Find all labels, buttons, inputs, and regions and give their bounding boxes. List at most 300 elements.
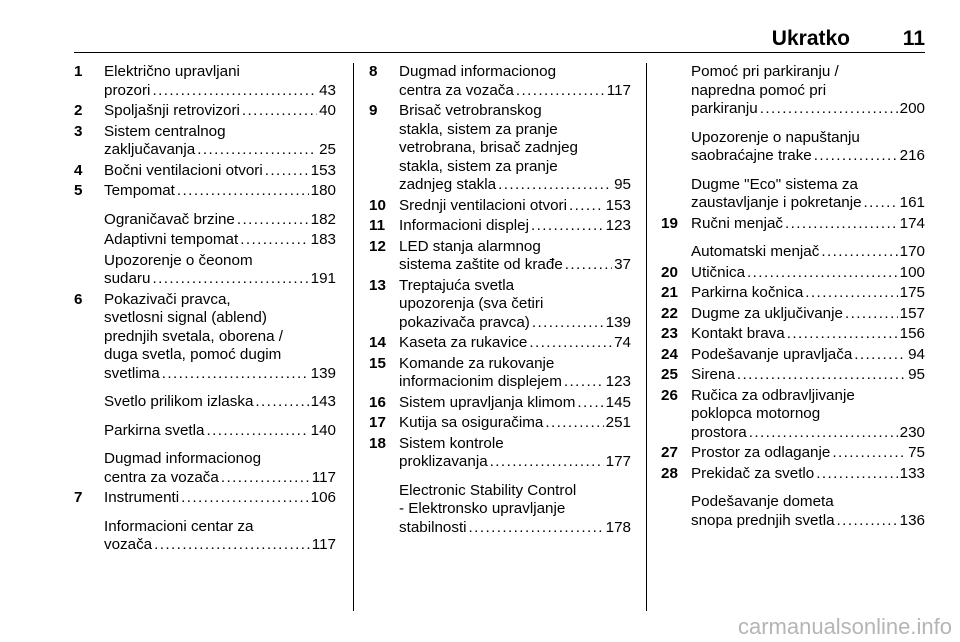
item-final-line <box>691 444 925 463</box>
page-reference: 100 <box>899 263 925 281</box>
dot-leader <box>545 414 603 433</box>
index-entry <box>369 394 631 413</box>
item-number <box>74 422 104 441</box>
page-reference: 180 <box>310 182 336 199</box>
dot-leader <box>197 141 317 160</box>
item-label: zaključavanja <box>104 141 196 158</box>
item-final-line <box>104 182 336 201</box>
item-label: Sirena <box>691 366 735 383</box>
item-number <box>661 129 691 166</box>
item-text <box>691 465 925 484</box>
item-number <box>661 243 691 262</box>
index-entry <box>661 346 925 365</box>
item-final-line <box>399 176 631 195</box>
item-label-line: poklopca motornog <box>691 405 821 422</box>
item-label: Informacioni displej <box>399 217 529 234</box>
item-number <box>369 482 399 538</box>
page-reference: 140 <box>310 421 336 439</box>
item-label-line: Ručica za odbravljivanje <box>691 386 855 404</box>
item-number: 14 <box>369 334 386 351</box>
index-entry <box>369 355 631 392</box>
page-reference: 123 <box>605 373 631 390</box>
item-label-line: prednjih svetala, oborena / <box>104 327 283 345</box>
page-number: 11 <box>902 27 925 50</box>
index-entry <box>74 162 336 181</box>
item-final-line <box>691 215 925 234</box>
dot-leader <box>221 469 310 488</box>
index-entry <box>661 387 925 443</box>
item-final-line <box>399 256 631 275</box>
item-number: 17 <box>369 414 386 431</box>
item-final-line <box>399 334 631 353</box>
item-label-line: vetrobrana, brisač zadnjeg <box>399 139 578 156</box>
item-label: Parkirna kočnica <box>691 284 804 301</box>
item-label: Sistem upravljanja klimom <box>399 393 576 411</box>
page-reference: 37 <box>614 256 631 273</box>
dot-leader <box>240 231 308 250</box>
item-label: Podešavanje upravljača <box>691 345 853 363</box>
index-entry <box>74 450 336 487</box>
page-reference: 153 <box>605 196 631 214</box>
index-entry <box>661 264 925 283</box>
dot-leader <box>837 512 898 531</box>
item-label: informacionim displejem <box>399 373 562 390</box>
dot-leader <box>565 256 612 275</box>
item-final-line <box>691 194 925 213</box>
dot-leader <box>162 365 309 384</box>
index-entry <box>369 334 631 353</box>
item-final-line <box>399 373 631 392</box>
index-entry <box>661 129 925 166</box>
item-number: 7 <box>74 489 83 506</box>
item-label: Automatski menjač <box>691 243 820 260</box>
page-reference: 40 <box>319 102 336 119</box>
page-reference: 200 <box>899 100 925 117</box>
item-text <box>104 182 336 201</box>
item-text <box>691 284 925 303</box>
page-reference: 161 <box>899 194 925 211</box>
page-reference: 43 <box>319 81 336 99</box>
index-entry <box>74 63 336 100</box>
index-entry <box>661 63 925 119</box>
page-reference: 170 <box>899 243 925 260</box>
item-text <box>691 129 925 166</box>
dot-leader <box>749 424 898 443</box>
dot-leader <box>832 444 906 463</box>
item-final-line <box>104 141 336 160</box>
item-number <box>74 231 104 250</box>
page-reference: 251 <box>605 414 631 431</box>
item-final-line <box>691 325 925 344</box>
item-text <box>691 63 925 119</box>
watermark: carmanualsonline.info <box>737 614 952 639</box>
dot-leader <box>206 422 308 441</box>
item-label-line: upozorenja (sva četiri <box>399 295 544 312</box>
dot-leader <box>177 182 309 201</box>
index-entry <box>661 366 925 385</box>
item-label: stabilnosti <box>399 518 467 536</box>
item-text <box>104 231 336 250</box>
index-entry <box>369 238 631 275</box>
item-text <box>104 291 336 384</box>
index-entry <box>74 489 336 508</box>
item-final-line <box>104 270 336 289</box>
index-entry <box>661 444 925 463</box>
item-label: Dugme za uključivanje <box>691 304 843 322</box>
item-label-line: - Elektronsko upravljanje <box>399 500 566 517</box>
page-reference: 95 <box>614 176 631 193</box>
dot-leader <box>490 453 604 472</box>
item-final-line <box>399 197 631 216</box>
item-text <box>691 493 925 530</box>
item-label-line: Dugmad informacionog <box>399 63 557 80</box>
dot-leader <box>747 264 898 283</box>
dot-leader <box>255 393 308 412</box>
page-reference: 143 <box>310 393 336 410</box>
item-number: 4 <box>74 161 83 179</box>
dot-leader <box>577 394 603 413</box>
item-text <box>691 325 925 344</box>
item-label: pokazivača pravca) <box>399 313 530 331</box>
item-number: 11 <box>369 217 386 234</box>
item-number: 16 <box>369 393 386 411</box>
column-divider-2 <box>646 63 647 611</box>
item-number: 21 <box>661 284 678 301</box>
page-title: Ukratko <box>771 27 850 50</box>
item-final-line <box>691 366 925 385</box>
item-label-line: Pokazivači pravca, <box>104 290 231 308</box>
item-label: svetlima <box>104 364 160 382</box>
item-label: Kaseta za rukavice <box>399 334 528 351</box>
item-final-line <box>691 243 925 262</box>
item-label-line: Električno upravljani <box>104 63 240 80</box>
page-reference: 157 <box>899 304 925 322</box>
item-number <box>74 450 104 487</box>
page-reference: 191 <box>310 270 336 287</box>
index-entry <box>74 422 336 441</box>
item-number: 8 <box>369 63 378 80</box>
index-entry <box>74 231 336 250</box>
page-reference: 174 <box>899 214 925 232</box>
item-final-line <box>104 469 336 488</box>
dot-leader <box>529 334 612 353</box>
item-final-line <box>399 519 631 538</box>
index-entry <box>661 325 925 344</box>
item-label: Ograničavač brzine <box>104 210 235 228</box>
item-label-line: duga svetla, pomoć dugim <box>104 346 282 363</box>
item-text <box>399 355 631 392</box>
item-label-line: Komande za rukovanje <box>399 354 555 372</box>
item-text <box>399 238 631 275</box>
item-text <box>104 123 336 160</box>
item-text <box>691 215 925 234</box>
item-label-line: stakla, sistem za pranje <box>399 120 558 138</box>
item-label-line: Upozorenje o čeonom <box>104 251 253 269</box>
item-label: zaustavljanje i pokretanje <box>691 194 862 211</box>
item-text <box>104 422 336 441</box>
index-entry <box>661 284 925 303</box>
item-number: 20 <box>661 263 678 281</box>
item-text <box>691 387 925 443</box>
item-final-line <box>399 453 631 472</box>
item-label: Srednji ventilacioni otvori <box>399 196 567 214</box>
item-final-line <box>691 147 925 166</box>
item-label: prozori <box>104 81 151 99</box>
item-final-line <box>104 536 336 555</box>
dot-leader <box>814 147 898 166</box>
dot-leader <box>237 211 309 230</box>
index-column-2 <box>369 63 631 539</box>
item-final-line <box>104 393 336 412</box>
item-final-line <box>104 162 336 181</box>
item-final-line <box>399 82 631 101</box>
page-reference: 117 <box>311 468 336 486</box>
item-label: Spoljašnji retrovizori <box>104 102 240 119</box>
dot-leader <box>569 197 604 216</box>
index-entry <box>661 176 925 213</box>
item-label-line: Dugmad informacionog <box>104 450 262 467</box>
page-reference: 75 <box>908 444 925 461</box>
index-entry <box>369 217 631 236</box>
dot-leader <box>154 536 310 555</box>
page-reference: 177 <box>605 453 631 470</box>
header-divider <box>74 52 925 53</box>
index-entry <box>661 465 925 484</box>
item-number: 25 <box>661 366 678 383</box>
item-text <box>399 414 631 433</box>
item-text <box>399 217 631 236</box>
item-label: Ručni menjač <box>691 214 784 232</box>
item-text <box>104 102 336 121</box>
item-final-line <box>104 489 336 508</box>
dot-leader <box>531 217 604 236</box>
item-final-line <box>691 100 925 119</box>
item-number <box>661 493 691 530</box>
item-label-line: napredna pomoć pri <box>691 81 827 99</box>
item-text <box>104 518 336 555</box>
page-reference: 156 <box>899 325 925 342</box>
item-text <box>691 176 925 213</box>
item-number: 13 <box>369 276 386 294</box>
item-label: vozača <box>104 536 153 553</box>
dot-leader <box>152 270 308 289</box>
dot-leader <box>816 465 897 484</box>
item-text <box>104 393 336 412</box>
item-label: proklizavanja <box>399 453 488 470</box>
item-number <box>661 176 691 213</box>
item-label: saobraćajne trake <box>691 147 812 164</box>
page-reference: 139 <box>605 313 631 331</box>
index-entry <box>369 277 631 333</box>
item-final-line <box>691 346 925 365</box>
item-final-line <box>104 422 336 441</box>
item-label-line: Pomoć pri parkiranju / <box>691 63 839 80</box>
index-entry <box>369 435 631 472</box>
item-text <box>104 252 336 289</box>
dot-leader <box>760 100 898 119</box>
item-label: snopa prednjih svetla <box>691 511 835 529</box>
item-final-line <box>104 231 336 250</box>
item-text <box>399 394 631 413</box>
dot-leader <box>516 82 605 101</box>
item-number: 9 <box>369 102 378 119</box>
page-reference: 178 <box>605 518 631 536</box>
item-text <box>399 435 631 472</box>
item-label-line: Informacioni centar za <box>104 517 254 535</box>
index-entry <box>369 63 631 100</box>
dot-leader <box>787 325 898 344</box>
index-entry <box>74 518 336 555</box>
item-final-line <box>691 264 925 283</box>
item-label: Parkirna svetla <box>104 421 205 439</box>
page-reference: 216 <box>899 147 925 164</box>
item-text <box>691 264 925 283</box>
page-reference: 95 <box>908 366 925 383</box>
index-entry <box>369 102 631 195</box>
item-number: 28 <box>661 464 678 482</box>
dot-leader <box>821 243 897 262</box>
item-number <box>74 252 104 289</box>
index-entry <box>74 252 336 289</box>
index-entry <box>369 197 631 216</box>
item-final-line <box>399 414 631 433</box>
item-text <box>399 102 631 195</box>
index-entry <box>74 182 336 201</box>
dot-leader <box>864 194 898 213</box>
item-final-line <box>691 424 925 443</box>
item-label-line: Brisač vetrobranskog <box>399 102 542 119</box>
page-reference: 230 <box>899 423 925 441</box>
index-entry <box>369 482 631 538</box>
item-number <box>661 63 691 119</box>
item-number: 1 <box>74 63 83 80</box>
page-reference: 136 <box>899 511 925 529</box>
item-text <box>104 211 336 230</box>
page-header <box>0 27 960 53</box>
dot-leader <box>845 305 898 324</box>
item-final-line <box>104 365 336 384</box>
index-entry <box>661 493 925 530</box>
page-reference: 133 <box>899 464 925 482</box>
item-label-line: Podešavanje dometa <box>691 493 834 510</box>
dot-leader <box>242 102 317 121</box>
item-final-line <box>691 512 925 531</box>
index-entry <box>74 393 336 412</box>
item-final-line <box>691 305 925 324</box>
item-final-line <box>104 102 336 121</box>
index-column-1 <box>74 63 336 557</box>
item-label: prostora <box>691 423 747 441</box>
item-label: zadnjeg stakla <box>399 176 497 193</box>
page-reference: 153 <box>310 161 336 179</box>
item-final-line <box>104 82 336 101</box>
item-number: 15 <box>369 354 386 372</box>
item-text <box>104 489 336 508</box>
item-final-line <box>691 465 925 484</box>
item-number: 5 <box>74 182 83 199</box>
page-reference: 74 <box>614 334 631 351</box>
index-entry <box>74 102 336 121</box>
item-text <box>399 482 631 538</box>
item-number: 2 <box>74 102 83 119</box>
page-reference: 123 <box>605 217 631 234</box>
item-label-line: Sistem kontrole <box>399 434 504 452</box>
item-label: Svetlo prilikom izlaska <box>104 393 254 410</box>
index-entry <box>74 211 336 230</box>
dot-leader <box>498 176 612 195</box>
item-text <box>399 277 631 333</box>
page-reference: 117 <box>311 536 336 553</box>
page-reference: 94 <box>908 345 925 363</box>
item-label: Prostor za odlaganje <box>691 444 831 461</box>
page-reference: 145 <box>605 393 631 411</box>
item-number: 10 <box>369 196 386 214</box>
item-label: parkiranju <box>691 100 758 117</box>
item-label: centra za vozača <box>104 468 219 486</box>
item-label: Instrumenti <box>104 489 180 506</box>
index-entry <box>74 291 336 384</box>
item-label: Kutija sa osiguračima <box>399 414 544 431</box>
item-label-line: Dugme "Eco" sistema za <box>691 175 858 193</box>
item-text <box>399 63 631 100</box>
item-label: Adaptivni tempomat <box>104 231 239 248</box>
index-entry <box>661 243 925 262</box>
page-reference: 182 <box>310 210 336 228</box>
dot-leader <box>785 215 898 234</box>
item-final-line <box>399 394 631 413</box>
dot-leader <box>265 162 309 181</box>
item-label: Bočni ventilacioni otvori <box>104 161 263 179</box>
item-number <box>74 211 104 230</box>
item-text <box>399 197 631 216</box>
index-entry <box>369 414 631 433</box>
item-text <box>691 305 925 324</box>
item-label-line: Sistem centralnog <box>104 122 226 140</box>
item-number: 22 <box>661 304 678 322</box>
item-label-line: stakla, sistem za pranje <box>399 157 558 175</box>
item-label: sistema zaštite od krađe <box>399 256 563 273</box>
item-label-line: LED stanja alarmnog <box>399 237 541 255</box>
item-text <box>691 444 925 463</box>
item-text <box>691 243 925 262</box>
item-label-line: Upozorenje o napuštanju <box>691 128 860 146</box>
item-label: Kontakt brava <box>691 325 785 342</box>
page-reference: 25 <box>319 141 336 158</box>
item-number: 18 <box>369 434 386 452</box>
dot-leader <box>564 373 604 392</box>
item-text <box>399 334 631 353</box>
item-label: Tempomat <box>104 182 175 199</box>
index-entry <box>661 215 925 234</box>
item-number: 23 <box>661 325 678 342</box>
item-label-line: Treptajuća svetla <box>399 276 515 294</box>
item-number: 3 <box>74 122 83 140</box>
item-number: 12 <box>369 237 386 255</box>
page-reference: 139 <box>310 364 336 382</box>
item-number: 24 <box>661 345 678 363</box>
index-entry <box>74 123 336 160</box>
item-final-line <box>399 314 631 333</box>
item-text <box>691 366 925 385</box>
item-label: Prekidač za svetlo <box>691 464 815 482</box>
item-label: sudaru <box>104 270 151 287</box>
item-label-line: Electronic Stability Control <box>399 481 577 499</box>
dot-leader <box>152 82 317 101</box>
item-number: 19 <box>661 214 678 232</box>
dot-leader <box>181 489 309 508</box>
item-number: 27 <box>661 444 678 461</box>
item-final-line <box>691 284 925 303</box>
